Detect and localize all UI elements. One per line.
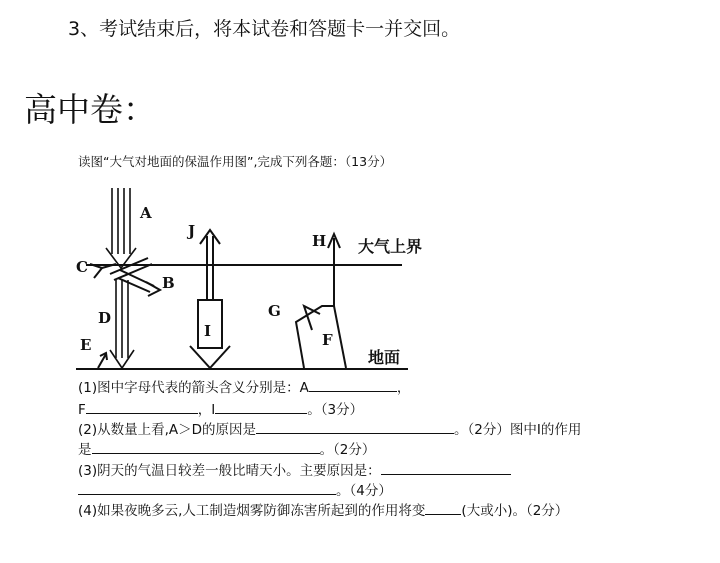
answer-blank-q2b[interactable] <box>92 439 320 454</box>
answer-blank-q3b[interactable] <box>78 480 336 495</box>
atmosphere-insulation-diagram <box>68 178 428 374</box>
question-1-line-1 <box>78 376 410 396</box>
label-a: A <box>140 204 152 222</box>
ground-label: 地面 <box>368 348 401 367</box>
answer-blank-q2a[interactable] <box>256 419 454 434</box>
label-f: F <box>322 331 333 349</box>
arrow-h <box>328 234 340 306</box>
answer-blank-f[interactable] <box>86 399 198 414</box>
q3-score: 。（4分） <box>336 483 392 499</box>
question-3-line-2 <box>78 479 392 499</box>
q1-i-label: ，I <box>197 402 216 418</box>
section-title: 高中卷： <box>24 90 156 129</box>
q2-score: 。（2分） <box>319 442 376 458</box>
label-h: H <box>312 232 327 250</box>
question-4-line <box>78 499 568 519</box>
label-c: C <box>76 258 88 276</box>
arrow-a-solar <box>106 188 136 268</box>
q4-text: (4)如果夜晚多云,人工制造烟雾防御冻害所起到的作用将变 <box>78 503 426 519</box>
q2-shi: 是 <box>78 442 92 458</box>
label-e: E <box>80 336 92 354</box>
question-2-line-2 <box>78 438 375 458</box>
label-d: D <box>98 309 112 327</box>
arrow-f-g-ground-radiation <box>296 306 346 368</box>
q2-text: (2)从数量上看,A＞D的原因是 <box>78 422 257 438</box>
q1-score: 。（3分） <box>307 402 364 418</box>
q1-text: (1)图中字母代表的箭头含义分别是：A <box>78 380 309 396</box>
question-3-line-1 <box>78 459 511 479</box>
answer-blank-q3a[interactable] <box>381 460 511 475</box>
q2-text-end: 。（2分）图中I的作用 <box>454 422 582 438</box>
q1-f-label: F <box>78 402 86 418</box>
question-intro: 读图“大气对地面的保温作用图”,完成下列各题：（13分） <box>78 154 393 169</box>
upper-atmosphere-label: 大气上界 <box>358 237 423 256</box>
answer-blank-q4[interactable] <box>425 500 461 515</box>
answer-blank-a[interactable] <box>309 377 397 392</box>
answer-blank-i[interactable] <box>215 399 307 414</box>
arrow-e <box>98 353 107 368</box>
q4-score: (大或小)。（2分） <box>461 503 569 519</box>
q1-comma: ， <box>396 380 411 396</box>
arrow-d-surface <box>110 280 134 368</box>
label-j: J <box>188 222 196 240</box>
q3-text: (3)阴天的气温日较差一般比晴天小。主要原因是： <box>78 463 381 479</box>
label-i: I <box>204 322 212 340</box>
label-g: G <box>268 302 281 320</box>
exam-instruction: 3、考试结束后，将本试卷和答题卡一并交回。 <box>68 18 461 40</box>
label-b: B <box>162 274 175 292</box>
question-2-line-1 <box>78 418 581 438</box>
question-1-line-2 <box>78 398 363 418</box>
